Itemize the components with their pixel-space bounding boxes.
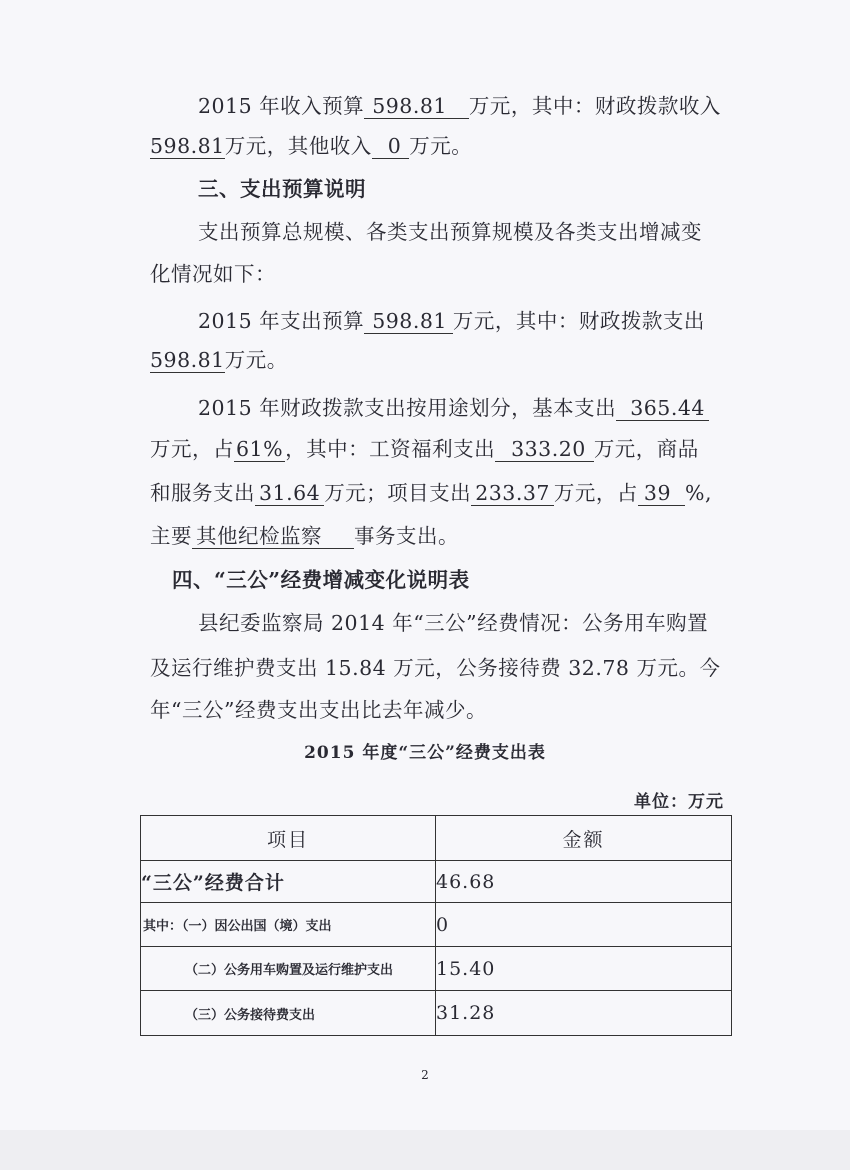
row-label: （三）公务接待费支出 [141, 991, 436, 1036]
use-line-4 [150, 522, 740, 550]
page-number: 2 [421, 1068, 429, 1082]
income-line-1 [198, 92, 740, 120]
income-other-value: 0 [372, 134, 410, 159]
use-line-1 [198, 394, 740, 422]
project-value: 233.37 [471, 481, 554, 506]
basic-pct-value: 61% [236, 437, 284, 461]
main-value: 其他纪检监察 [192, 524, 354, 549]
expense-line-2 [150, 346, 740, 374]
income-after-fiscal: 万元，其他收入 [224, 134, 372, 158]
wan-zhan-label: 万元，占 [150, 437, 234, 461]
salary-value: 333.20 [495, 437, 594, 462]
expense-line-1 [198, 307, 740, 335]
expense-prefix: 2015 年支出预算 [198, 309, 365, 333]
expense-suffix: 万元。 [224, 348, 288, 372]
table-header-row [141, 816, 732, 861]
table-row [141, 991, 732, 1036]
main-suffix: 事务支出。 [354, 524, 459, 548]
table-row [141, 947, 732, 991]
section4-para-3: 年“三公”经费支出支出比去年减少。 [150, 698, 487, 722]
service-label: 和服务支出 [150, 481, 255, 505]
project-label: 万元；项目支出 [324, 481, 472, 505]
income-prefix: 2015 年收入预算 [198, 94, 365, 118]
project-pct-label: 万元，占 [553, 481, 638, 505]
section4-heading: 四、“三公”经费增减变化说明表 [172, 568, 470, 592]
goods-label: 万元，商品 [593, 437, 699, 461]
table-title: 2015 年度“三公”经费支出表 [304, 743, 546, 763]
table-unit: 单位：万元 [634, 792, 724, 812]
salary-label: ，其中：工资福利支出 [285, 437, 496, 461]
income-budget-value: 598.81 [364, 94, 469, 119]
income-suffix: 万元。 [409, 134, 473, 158]
table-row [141, 903, 732, 947]
section4-para-2: 及运行维护费支出 15.84 万元，公务接待费 32.78 万元。今 [150, 656, 721, 680]
basic-expense-value: 365.44 [616, 396, 709, 421]
row-value: 15.40 [436, 947, 732, 991]
income-fiscal-value: 598.81 [150, 134, 225, 158]
income-after-budget: 万元，其中：财政拨款收入 [468, 94, 721, 118]
row-label: 其中：（一）因公出国（境）支出 [141, 903, 436, 947]
row-value: 0 [436, 903, 732, 947]
expense-after: 万元，其中：财政拨款支出 [452, 309, 705, 333]
header-item: 项目 [141, 816, 436, 861]
section3-intro-1: 支出预算总规模、各类支出预算规模及各类支出增减变 [198, 220, 702, 244]
row-label: （二）公务用车购置及运行维护支出 [141, 947, 436, 991]
income-line-2 [150, 132, 740, 160]
budget-table [140, 815, 732, 1036]
section3-intro-2: 化情况如下： [150, 262, 276, 286]
project-pct-value: 39 [638, 481, 685, 506]
section3-heading: 三、支出预算说明 [198, 177, 366, 201]
use-prefix: 2015 年财政拨款支出按用途划分，基本支出 [198, 396, 617, 420]
use-line-3 [150, 479, 740, 507]
row-value: 31.28 [436, 991, 732, 1036]
table-row [141, 861, 732, 903]
expense-value: 598.81 [364, 309, 453, 334]
header-amount: 金额 [436, 816, 732, 861]
row-value: 46.68 [436, 861, 732, 903]
row-label: “三公”经费合计 [141, 861, 436, 903]
use-line-2 [150, 435, 740, 463]
expense-fiscal-value: 598.81 [150, 348, 225, 372]
main-label: 主要 [150, 524, 192, 548]
section4-para-1: 县纪委监察局 2014 年“三公”经费情况：公务用车购置 [198, 611, 709, 635]
pct-sign: %, [685, 481, 713, 505]
scan-bottom-margin [0, 1130, 850, 1170]
service-value: 31.64 [255, 481, 324, 506]
